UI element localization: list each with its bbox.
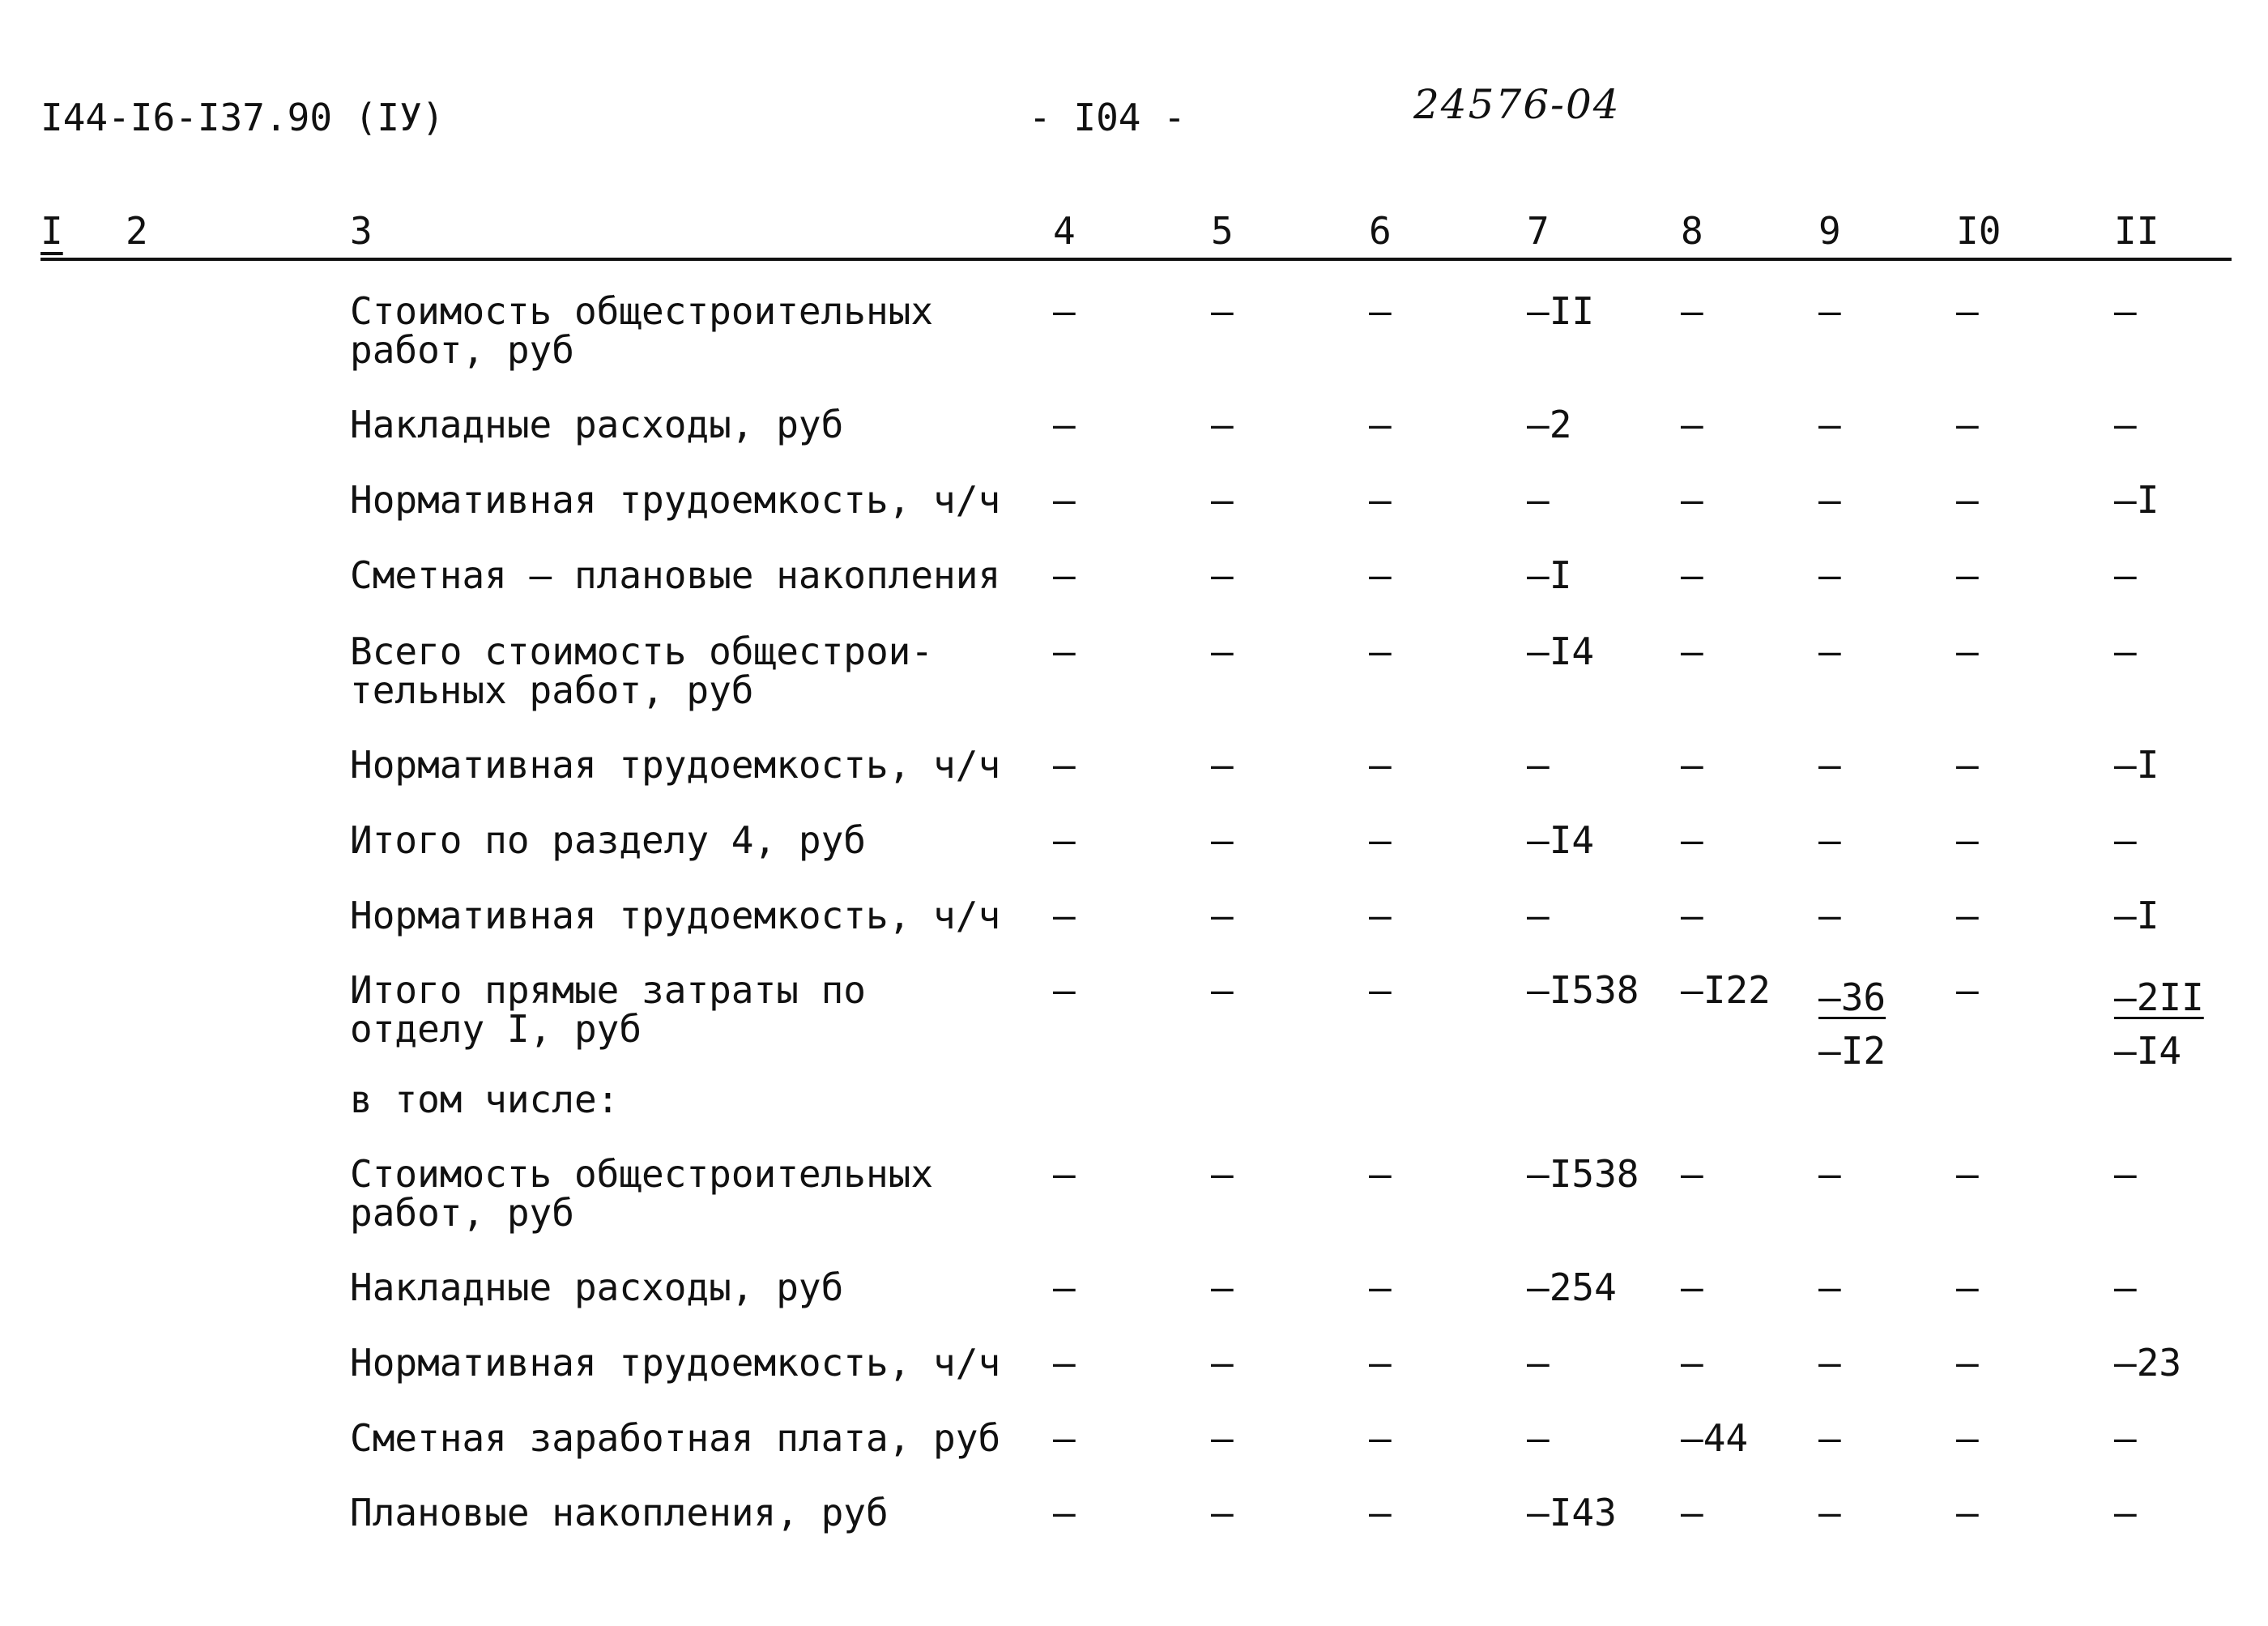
row-label: Сметная заработная плата, руб <box>350 1416 1001 1460</box>
cell-c7: –I4 <box>1527 629 1595 673</box>
cell-c7: – <box>1527 1416 1550 1460</box>
column-header-5: 5 <box>1211 209 1234 253</box>
cell-c11: – <box>2114 1416 2137 1460</box>
column-header-3: 3 <box>350 209 373 253</box>
column-header-9: 9 <box>1818 209 1841 253</box>
cell-c4: – <box>1053 478 1076 522</box>
cell-c10: – <box>1956 1341 1979 1385</box>
cell-c7: –I43 <box>1527 1491 1617 1534</box>
cell-c7: – <box>1527 743 1550 787</box>
cell-c5: – <box>1211 818 1234 862</box>
cell-c4: – <box>1053 968 1076 1012</box>
cell-c4: – <box>1053 1341 1076 1385</box>
column-header-7: 7 <box>1527 209 1550 253</box>
column-header-6: 6 <box>1369 209 1392 253</box>
cell-c5: – <box>1211 1416 1234 1460</box>
cell-c6: – <box>1369 478 1392 522</box>
cell-c11: – <box>2114 403 2137 446</box>
cell-c4: – <box>1053 743 1076 787</box>
cell-c9: – <box>1818 1265 1841 1309</box>
cell-c5: – <box>1211 743 1234 787</box>
cell-c7: –I538 <box>1527 1152 1639 1196</box>
cell-c5: – <box>1211 1152 1234 1196</box>
row-label: Плановые накопления, руб <box>350 1491 889 1534</box>
cell-c7: –I4 <box>1527 818 1595 862</box>
cell-c5: – <box>1211 478 1234 522</box>
cell-c9: – <box>1818 478 1841 522</box>
cell-c5: – <box>1211 629 1234 673</box>
fraction-cell-c9 <box>1818 971 1886 1078</box>
cell-c4: – <box>1053 1152 1076 1196</box>
cell-c6: – <box>1369 1152 1392 1196</box>
page-number: - I04 - <box>1029 96 1186 139</box>
column-header-4: 4 <box>1053 209 1076 253</box>
cell-c5: – <box>1211 1341 1234 1385</box>
cell-c8: –I22 <box>1681 968 1771 1012</box>
cell-c8: – <box>1681 478 1703 522</box>
document-code: I44-I6-I37.90 (IУ) <box>40 96 445 139</box>
cell-c6: – <box>1369 1265 1392 1309</box>
cell-c6: – <box>1369 289 1392 333</box>
cell-c6: – <box>1369 894 1392 937</box>
cell-c11: –I <box>2114 894 2159 937</box>
column-header-8: 8 <box>1681 209 1703 253</box>
cell-c10: – <box>1956 894 1979 937</box>
fraction-cell-c11 <box>2114 971 2204 1078</box>
cell-c11: – <box>2114 818 2137 862</box>
cell-c4: – <box>1053 403 1076 446</box>
cell-c9: – <box>1818 818 1841 862</box>
cell-c10: – <box>1956 968 1979 1012</box>
cell-c5: – <box>1211 894 1234 937</box>
cell-c9: – <box>1818 1152 1841 1196</box>
cell-c8: – <box>1681 553 1703 597</box>
fraction-denominator: –I2 <box>1818 1029 1886 1073</box>
cell-c11: –I <box>2114 743 2159 787</box>
cell-c11: – <box>2114 1491 2137 1534</box>
cell-c9: – <box>1818 1491 1841 1534</box>
cell-c10: – <box>1956 1416 1979 1460</box>
column-header-1: I <box>40 209 63 253</box>
cell-c9: – <box>1818 289 1841 333</box>
cell-c4: – <box>1053 818 1076 862</box>
cell-c7: –II <box>1527 289 1595 333</box>
cell-c10: – <box>1956 629 1979 673</box>
fraction-numerator: –2II <box>2114 975 2204 1019</box>
cell-c11: – <box>2114 1265 2137 1309</box>
cell-c8: – <box>1681 1152 1703 1196</box>
cell-c6: – <box>1369 968 1392 1012</box>
header-rule <box>40 258 2232 261</box>
cell-c10: – <box>1956 818 1979 862</box>
cell-c5: – <box>1211 553 1234 597</box>
row-label: Нормативная трудоемкость, ч/ч <box>350 894 1001 937</box>
cell-c11: –I <box>2114 478 2159 522</box>
cell-c5: – <box>1211 968 1234 1012</box>
cell-c4: – <box>1053 1265 1076 1309</box>
cell-c11: – <box>2114 1152 2137 1196</box>
row-label: Итого прямые затраты по отделу I, руб <box>350 968 866 1051</box>
cell-c7: –I538 <box>1527 968 1639 1012</box>
row-label: Нормативная трудоемкость, ч/ч <box>350 743 1001 787</box>
row-label: Стоимость общестроительных работ, руб <box>350 1152 934 1235</box>
cell-c5: – <box>1211 1491 1234 1534</box>
column-header-2: 2 <box>126 209 148 253</box>
cell-c10: – <box>1956 478 1979 522</box>
cell-c9: – <box>1818 553 1841 597</box>
cell-c9: – <box>1818 1416 1841 1460</box>
row-label: Стоимость общестроительных работ, руб <box>350 289 934 372</box>
cell-c10: – <box>1956 1152 1979 1196</box>
cell-c8: – <box>1681 1265 1703 1309</box>
row-label: в том числе: <box>350 1078 620 1121</box>
cell-c6: – <box>1369 1491 1392 1534</box>
cell-c7: –I <box>1527 553 1572 597</box>
fraction-denominator: –I4 <box>2114 1029 2182 1073</box>
cell-c5: – <box>1211 289 1234 333</box>
cell-c7: –2 <box>1527 403 1572 446</box>
cell-c4: – <box>1053 1416 1076 1460</box>
cell-c8: – <box>1681 403 1703 446</box>
cell-c6: – <box>1369 818 1392 862</box>
cell-c10: – <box>1956 743 1979 787</box>
row-label: Всего стоимость общестрои- тельных работ, руб <box>350 629 934 712</box>
cell-c8: – <box>1681 894 1703 937</box>
row-label: Нормативная трудоемкость, ч/ч <box>350 478 1001 522</box>
cell-c10: – <box>1956 553 1979 597</box>
cell-c5: – <box>1211 403 1234 446</box>
cell-c11: – <box>2114 553 2137 597</box>
cell-c4: – <box>1053 553 1076 597</box>
cell-c7: – <box>1527 894 1550 937</box>
cell-c8: – <box>1681 1341 1703 1385</box>
cell-c10: – <box>1956 1491 1979 1534</box>
cell-c6: – <box>1369 1416 1392 1460</box>
cell-c8: –44 <box>1681 1416 1749 1460</box>
row-label: Сметная – плановые накопления <box>350 553 1001 597</box>
row-label: Итого по разделу 4, руб <box>350 818 866 862</box>
cell-c4: – <box>1053 629 1076 673</box>
cell-c9: – <box>1818 894 1841 937</box>
cell-c11: –23 <box>2114 1341 2182 1385</box>
handwritten-number: 24576-04 <box>1413 81 1621 128</box>
column-header-10: I0 <box>1956 209 2002 253</box>
cell-c10: – <box>1956 403 1979 446</box>
cell-c9: – <box>1818 743 1841 787</box>
cell-c11: – <box>2114 629 2137 673</box>
fraction-numerator: –36 <box>1818 975 1886 1019</box>
cell-c6: – <box>1369 1341 1392 1385</box>
cell-c7: – <box>1527 478 1550 522</box>
cell-c6: – <box>1369 403 1392 446</box>
cell-c11: – <box>2114 289 2137 333</box>
cell-c6: – <box>1369 629 1392 673</box>
cell-c9: – <box>1818 403 1841 446</box>
row-label: Накладные расходы, руб <box>350 403 844 446</box>
cell-c8: – <box>1681 1491 1703 1534</box>
cell-c7: –254 <box>1527 1265 1617 1309</box>
cell-c4: – <box>1053 894 1076 937</box>
cell-c8: – <box>1681 818 1703 862</box>
cell-c8: – <box>1681 743 1703 787</box>
cell-c4: – <box>1053 289 1076 333</box>
cell-c7: – <box>1527 1341 1550 1385</box>
row-label: Нормативная трудоемкость, ч/ч <box>350 1341 1001 1385</box>
column-header-11: II <box>2114 209 2159 253</box>
row-label: Накладные расходы, руб <box>350 1265 844 1309</box>
cell-c9: – <box>1818 629 1841 673</box>
cell-c10: – <box>1956 289 1979 333</box>
cell-c6: – <box>1369 553 1392 597</box>
cell-c4: – <box>1053 1491 1076 1534</box>
cell-c5: – <box>1211 1265 1234 1309</box>
cell-c9: – <box>1818 1341 1841 1385</box>
cell-c8: – <box>1681 289 1703 333</box>
cell-c8: – <box>1681 629 1703 673</box>
cell-c6: – <box>1369 743 1392 787</box>
cell-c10: – <box>1956 1265 1979 1309</box>
